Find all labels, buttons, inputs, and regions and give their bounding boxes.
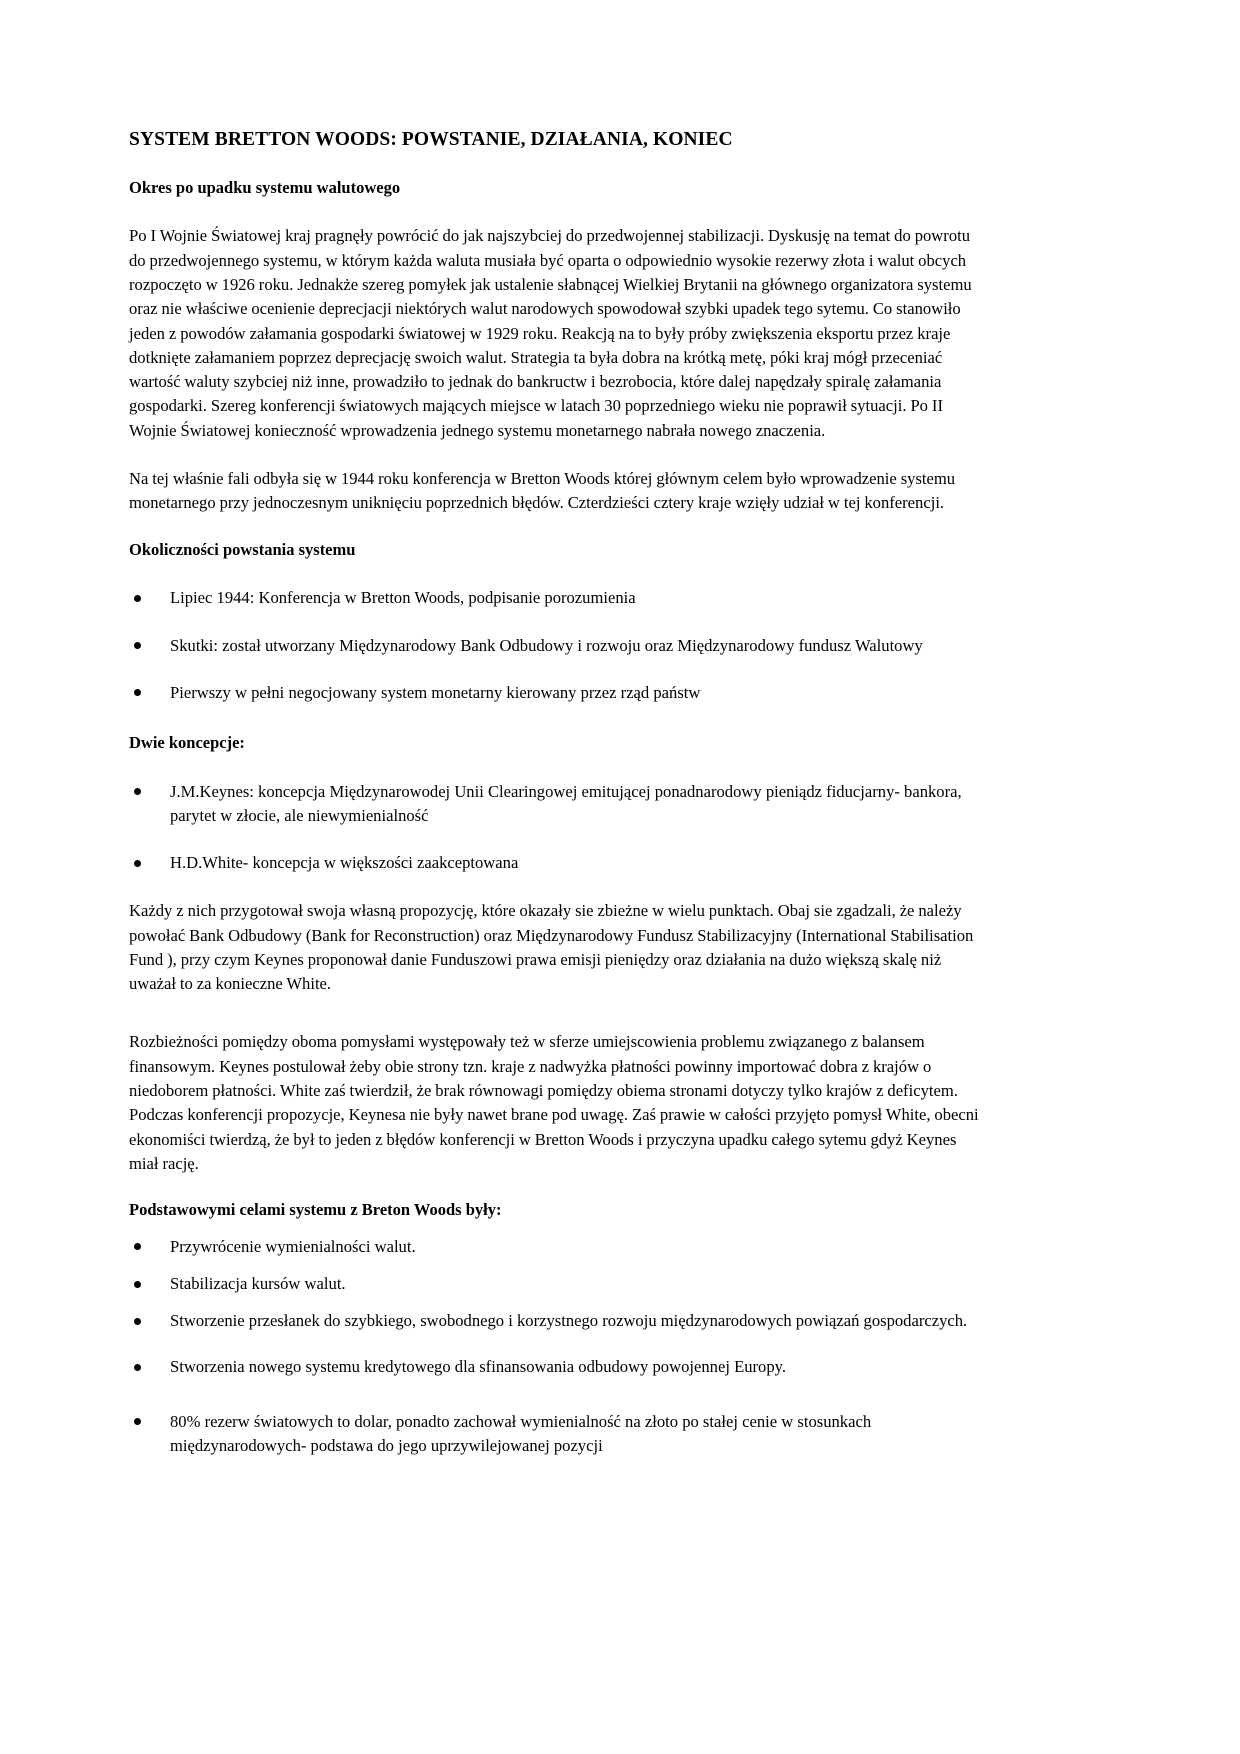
paragraph-keynes-white-proposals: Każdy z nich przygotował swoja własną propozycję, które okazały sie zbieżne w wielu punktach. Obaj sie zgadzali, że należy powołać Bank Odbudowy (Bank for Reconstruction) oraz Międzynarodowy Fundusz Stabilizacyjny (International Stabilisation Fund ), przy czym Keynes proponował danie Funduszowi prawa emisji pieniędzy oraz działania na dużo większą skalę niż uważał to za konieczne White. — [129, 901, 974, 994]
list-item-text: Pierwszy w pełni negocjowany system monetarny kierowany przez rząd państw — [170, 682, 701, 702]
list-item-text: H.D.White- koncepcja w większości zaakceptowana — [170, 853, 519, 873]
document-title: SYSTEM BRETTON WOODS: POWSTANIE, DZIAŁANIA, KONIEC — [129, 129, 733, 150]
list-item — [129, 1272, 984, 1296]
bullet-dot-icon — [134, 1243, 141, 1250]
list-item — [129, 780, 984, 828]
list-item-text: J.M.Keynes: koncepcja Międzynarowodej Unii Clearingowej emitującej ponadnarodowy pieniądz fiducjarny- bankora, parytet w złocie, ale niewymienialność — [170, 781, 962, 825]
bullet-dot-icon — [134, 1364, 141, 1371]
list-item — [129, 1235, 984, 1259]
list-item — [129, 681, 984, 705]
paragraph-balance-differences: Rozbieżności pomiędzy oboma pomysłami występowały też w sferze umiejscowienia problemu związanego z balansem finansowym. Keynes postulował żeby obie strony tzn. kraje z nadwyżka płatności powinny importować dobra z krajów o niedoborem płatności. White zaś twierdził, że brak równowagi pomiędzy obiema stronami dotyczy tylko krajów z deficytem. Podczas konferencji propozycje, Keynesa nie były nawet brane pod uwagę. Zaś prawie w całości przyjęto pomysł White, obecni ekonomiści twierdzą, że był to jeden z błędów konferencji w Bretton Woods i przyczyna upadku całego sytemu gdyż Keynes miał rację. — [129, 1032, 979, 1173]
bullet-dot-icon — [134, 860, 141, 867]
bullet-list-cele-systemu — [129, 1235, 984, 1458]
list-item — [129, 1355, 984, 1379]
bullet-dot-icon — [134, 689, 141, 696]
list-item — [129, 586, 984, 610]
list-item — [129, 851, 984, 875]
list-item — [129, 1410, 984, 1458]
list-item-text: Stworzenie przesłanek do szybkiego, swobodnego i korzystnego rozwoju międzynarodowych powiązań gospodarczych. — [170, 1311, 968, 1331]
list-item — [129, 1309, 984, 1333]
paragraph-post-collapse-period: Po I Wojnie Światowej kraj pragnęły powrócić do jak najszybciej do przedwojennej stabilizacji. Dyskusję na temat do powrotu do przedwojennego systemu, w którym każda waluta musiała być oparta o odpowiednio wysokie rezerwy złota i walut obcych rozpoczęto w 1926 roku. Jednakże szereg pomyłek jak ustalenie słabnącej Wielkiej Brytanii na głównego organizatora systemu oraz nie właściwe ocenienie deprecjacji niektórych walut narodowych spowodował szybki upadek tego sytemu. Co stanowiło jeden z powodów załamania gospodarki światowej w 1929 roku. Reakcją na to były próby zwiększenia eksportu przez kraje dotknięte załamaniem poprzez deprecjację swoich walut. Strategia ta była dobra na krótką metę, póki kraj mógł przeceniać wartość waluty szybciej niż inne, prowadziło to jednak do bankructw i bezrobocia, które dalej napędzały spiralę załamania gospodarki. Szereg konferencji światowych mających miejsce w latach 30 poprzedniego wieku nie poprawił sytuacji. Po II Wojnie Światowej konieczność wprowadzenia jednego systemu monetarnego nabrała nowego znaczenia. — [129, 226, 972, 440]
bullet-list-okolicznosci — [129, 586, 984, 705]
document-body — [129, 128, 984, 1482]
section-heading-okres-po-upadku: Okres po upadku systemu walutowego — [129, 177, 401, 197]
section-heading-podstawowe-cele: Podstawowymi celami systemu z Breton Woods były: — [129, 1200, 502, 1220]
bullet-dot-icon — [134, 1281, 141, 1288]
list-item-text: Skutki: został utworzany Międzynarodowy Bank Odbudowy i rozwoju oraz Międzynarodowy fundusz Walutowy — [170, 635, 923, 655]
section-heading-okolicznosci: Okoliczności powstania systemu — [129, 539, 356, 559]
bullet-dot-icon — [134, 788, 141, 795]
list-item-text: Przywrócenie wymienialności walut. — [170, 1236, 416, 1256]
list-item-text: Lipiec 1944: Konferencja w Bretton Woods, podpisanie porozumienia — [170, 588, 636, 608]
bullet-dot-icon — [134, 595, 141, 602]
section-heading-dwie-koncepcje: Dwie koncepcje: — [129, 732, 245, 752]
bullet-dot-icon — [134, 1418, 141, 1425]
bullet-dot-icon — [134, 1318, 141, 1325]
paragraph-bretton-woods-1944: Na tej właśnie fali odbyła się w 1944 roku konferencja w Bretton Woods której głównym celem było wprowadzenie systemu monetarnego przy jednoczesnym uniknięciu poprzednich błędów. Czterdzieści cztery kraje wzięły udział w tej konferencji. — [129, 469, 956, 513]
bullet-list-dwie-koncepcje — [129, 780, 984, 876]
list-item-text: Stabilizacja kursów walut. — [170, 1274, 346, 1294]
list-item-text: 80% rezerw światowych to dolar, ponadto zachował wymienialność na złoto po stałej cenie w stosunkach międzynarodowych- podstawa do jego uprzywilejowanej pozycji — [170, 1411, 872, 1455]
list-item-text: Stworzenia nowego systemu kredytowego dla sfinansowania odbudowy powojennej Europy. — [170, 1357, 786, 1377]
list-item — [129, 634, 984, 658]
bullet-dot-icon — [134, 642, 141, 649]
